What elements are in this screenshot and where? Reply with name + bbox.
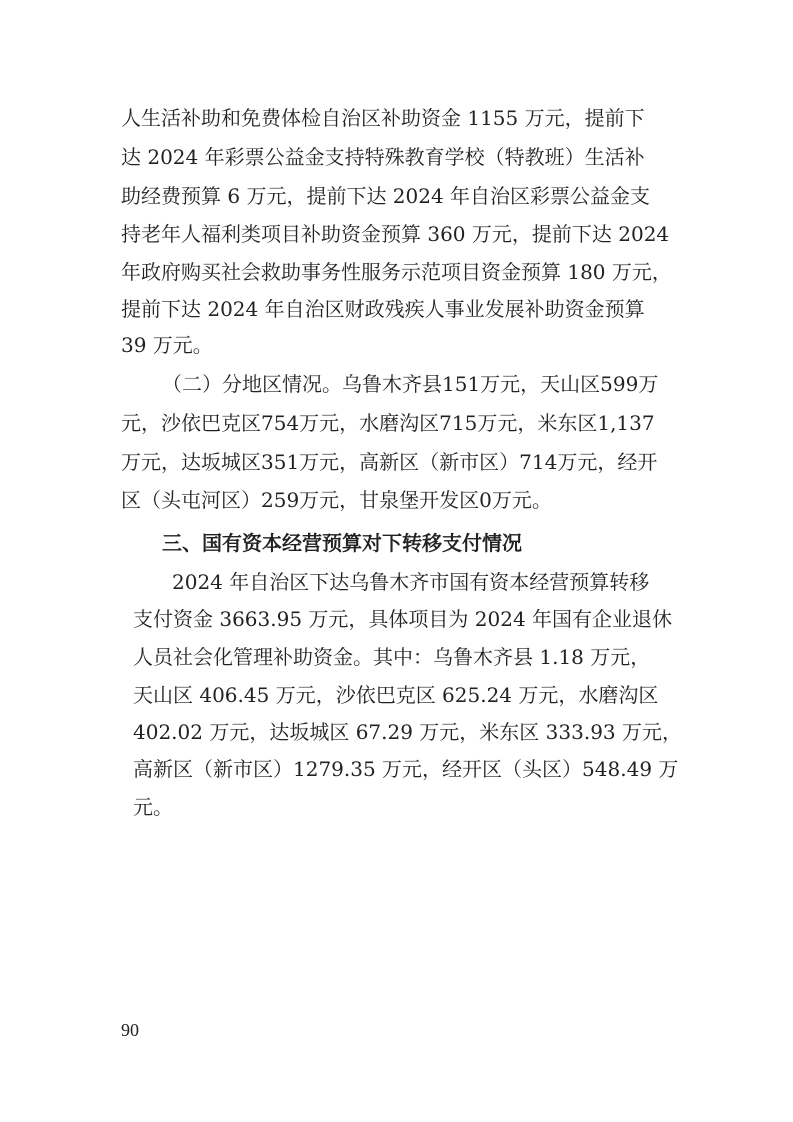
text-line: 年政府购买社会救助事务性服务示范项目资金预算 180 万元， — [121, 260, 672, 284]
text-line: 2024 年自治区下达乌鲁木齐市国有资本经营预算转移 — [172, 570, 650, 594]
text-line: 支付资金 3663.95 万元，具体项目为 2024 年国有企业退休 — [133, 607, 673, 631]
text-line: 人生活补助和免费体检自治区补助资金 1155 万元，提前下 — [121, 106, 645, 130]
text-line: 402.02 万元，达坂城区 67.29 万元，米东区 333.93 万元， — [133, 720, 683, 744]
text-line: 元，沙依巴克区754万元，水磨沟区715万元，米东区1,137 — [121, 411, 655, 435]
text-line: 元。 — [133, 795, 173, 819]
text-line: 天山区 406.45 万元，沙依巴克区 625.24 万元，水磨沟区 — [133, 683, 659, 707]
text-line: （二）分地区情况。乌鲁木齐县151万元，天山区599万 — [162, 372, 659, 396]
text-line: 提前下达 2024 年自治区财政残疾人事业发展补助资金预算 — [121, 297, 645, 321]
text-line: 39 万元。 — [121, 333, 213, 357]
text-line: 区（头屯河区）259万元，甘泉堡开发区0万元。 — [121, 488, 552, 512]
text-line: 助经费预算 6 万元，提前下达 2024 年自治区彩票公益金支 — [121, 184, 651, 208]
text-line: 达 2024 年彩票公益金支持特殊教育学校（特教班）生活补 — [121, 145, 645, 169]
text-line: 人员社会化管理补助资金。其中：乌鲁木齐县 1.18 万元， — [133, 645, 651, 669]
text-line: 高新区（新市区）1279.35 万元，经开区（头区）548.49 万 — [133, 757, 679, 781]
text-line: 万元，达坂城区351万元，高新区（新市区）714万元，经开 — [121, 450, 658, 474]
text-line: 持老年人福利类项目补助资金预算 360 万元，提前下达 2024 — [121, 222, 670, 246]
page-number: 90 — [121, 1020, 139, 1040]
section-heading: 三、国有资本经营预算对下转移支付情况 — [162, 531, 522, 555]
